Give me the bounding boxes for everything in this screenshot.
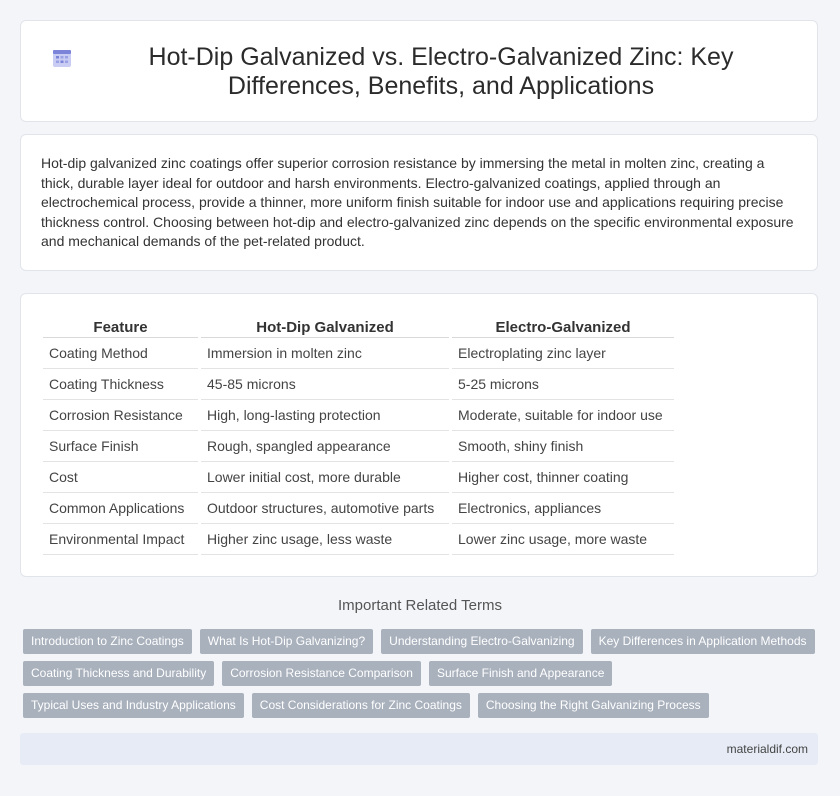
column-header-feature: Feature (43, 316, 200, 338)
hot-dip-cell: High, long-lasting protection (200, 400, 451, 431)
tag-cost-considerations-for-zinc-coatings[interactable]: Cost Considerations for Zinc Coatings (252, 693, 470, 718)
table-row (43, 400, 674, 431)
tag-row (23, 661, 823, 686)
hot-dip-cell: 45-85 microns (200, 369, 451, 400)
electro-cell: Smooth, shiny finish (451, 431, 675, 462)
table-row (43, 493, 674, 524)
table-header-row (43, 316, 674, 338)
hot-dip-cell: Outdoor structures, automotive parts (200, 493, 451, 524)
electro-cell: Electroplating zinc layer (451, 338, 675, 369)
electro-cell: Lower zinc usage, more waste (451, 524, 675, 555)
table-row (43, 431, 674, 462)
feature-cell: Corrosion Resistance (43, 400, 200, 431)
tag-key-differences-in-application-methods[interactable]: Key Differences in Application Methods (591, 629, 815, 654)
site-link[interactable]: materialdif.com (726, 742, 808, 756)
column-header-hot-dip: Hot-Dip Galvanized (200, 316, 451, 338)
comparison-card (20, 293, 818, 577)
table-row (43, 462, 674, 493)
table-row (43, 338, 674, 369)
feature-cell: Common Applications (43, 493, 200, 524)
document-list-icon (51, 47, 73, 69)
tag-typical-uses-and-industry-applications[interactable]: Typical Uses and Industry Applications (23, 693, 244, 718)
electro-cell: Electronics, appliances (451, 493, 675, 524)
intro-paragraph: Hot-dip galvanized zinc coatings offer superior corrosion resistance by immersing the metal in molten zinc, creating a thick, durable layer ideal for outdoor and harsh environments. Electro-galvanized coatings, applied through an electrochemical process, provide a thinner, more uniform finish suitable for indoor use and applications requiring precise thickness control. Choosing between hot-dip and electro-galvanized zinc depends on the specific environmental exposure and mechanical demands of the pet-related product. (41, 155, 794, 249)
title-card (20, 20, 818, 122)
tag-row (23, 693, 823, 718)
hot-dip-cell: Lower initial cost, more durable (200, 462, 451, 493)
feature-cell: Environmental Impact (43, 524, 200, 555)
tag-corrosion-resistance-comparison[interactable]: Corrosion Resistance Comparison (222, 661, 421, 686)
related-terms-heading: Important Related Terms (338, 597, 502, 614)
intro-card (20, 134, 818, 271)
tag-understanding-electro-galvanizing[interactable]: Understanding Electro-Galvanizing (381, 629, 582, 654)
hot-dip-cell: Rough, spangled appearance (200, 431, 451, 462)
column-header-electro: Electro-Galvanized (451, 316, 675, 338)
tag-introduction-to-zinc-coatings[interactable]: Introduction to Zinc Coatings (23, 629, 192, 654)
table-row (43, 524, 674, 555)
page-title: Hot-Dip Galvanized vs. Electro-Galvanized Zinc: Key Differences, Benefits, and Applications (148, 43, 734, 100)
tag-row (23, 629, 823, 654)
feature-cell: Cost (43, 462, 200, 493)
tag-surface-finish-and-appearance[interactable]: Surface Finish and Appearance (429, 661, 612, 686)
tag-coating-thickness-and-durability[interactable]: Coating Thickness and Durability (23, 661, 214, 686)
feature-cell: Coating Method (43, 338, 200, 369)
electro-cell: Higher cost, thinner coating (451, 462, 675, 493)
tag-what-is-hot-dip-galvanizing[interactable]: What Is Hot-Dip Galvanizing? (200, 629, 373, 654)
related-terms-list (23, 629, 823, 725)
hot-dip-cell: Higher zinc usage, less waste (200, 524, 451, 555)
electro-cell: 5-25 microns (451, 369, 675, 400)
table-row (43, 369, 674, 400)
comparison-table (43, 316, 674, 555)
hot-dip-cell: Immersion in molten zinc (200, 338, 451, 369)
tag-choosing-the-right-galvanizing-process[interactable]: Choosing the Right Galvanizing Process (478, 693, 709, 718)
feature-cell: Surface Finish (43, 431, 200, 462)
feature-cell: Coating Thickness (43, 369, 200, 400)
footer (20, 733, 818, 765)
electro-cell: Moderate, suitable for indoor use (451, 400, 675, 431)
